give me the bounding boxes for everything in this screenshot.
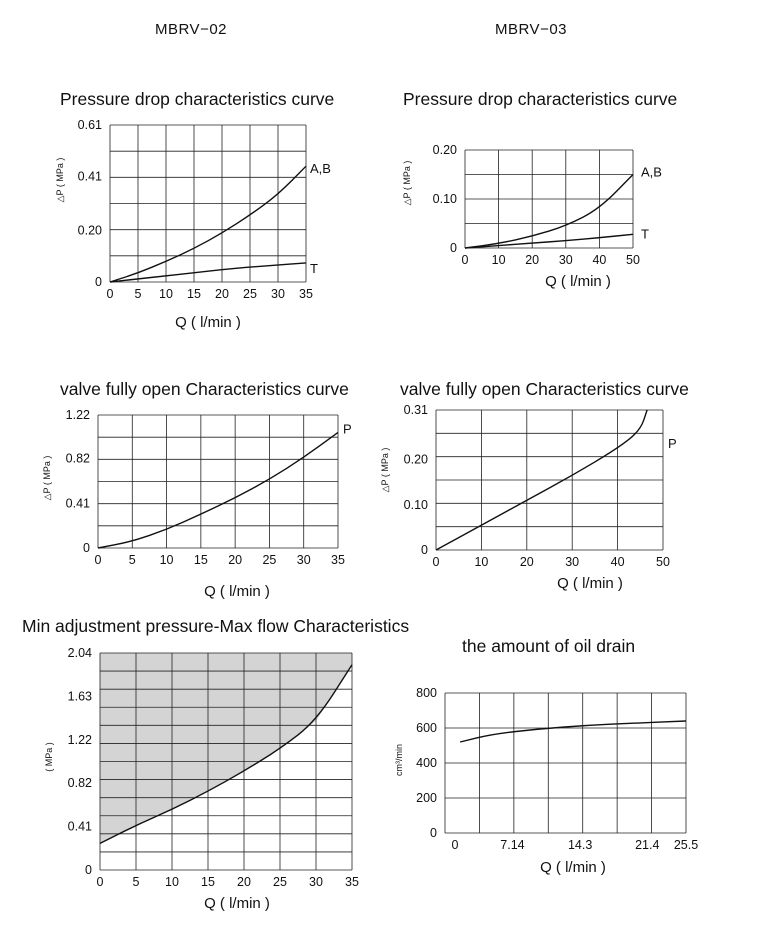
- series-line-p: [98, 432, 338, 548]
- y-tick-label: 0: [430, 826, 437, 840]
- series-label: A,B: [641, 164, 662, 180]
- y-tick-label: 0.41: [65, 496, 90, 511]
- chart-2-title: Pressure drop characteristics curve: [403, 89, 678, 109]
- chart-3-title: valve fully open Characteristics curve: [60, 379, 349, 399]
- y-tick-label: 0.82: [65, 451, 90, 466]
- x-tick-label: 0: [96, 875, 104, 889]
- series-label: A,B: [310, 161, 331, 177]
- x-axis-label: Q ( l/min ): [557, 575, 623, 592]
- y-tick-label: 0.82: [67, 775, 92, 790]
- chart-3: [42, 408, 352, 600]
- y-tick-label: 2.04: [67, 646, 92, 660]
- series-line-curve: [460, 721, 686, 742]
- x-tick-label: 15: [193, 553, 208, 567]
- y-axis-label: △P ( MPa ): [380, 447, 390, 493]
- series-label: T: [310, 260, 318, 276]
- y-tick-label: 0.10: [403, 497, 428, 512]
- x-tick-label: 0: [451, 838, 459, 852]
- y-axis-label: ( MPa ): [44, 742, 54, 772]
- y-axis-label: △P ( MPa ): [42, 455, 52, 501]
- series-label: T: [641, 226, 649, 242]
- chart-6: [394, 686, 698, 876]
- chart-5-title: Min adjustment pressure-Max flow Characteristics: [22, 616, 410, 636]
- chart-1-title: Pressure drop characteristics curve: [60, 89, 335, 109]
- x-tick-label: 20: [237, 875, 251, 889]
- x-axis-label: Q ( l/min ): [175, 314, 241, 331]
- y-axis-label: cm³/min: [394, 744, 404, 776]
- x-tick-label: 5: [128, 553, 136, 567]
- x-tick-label: 35: [331, 553, 345, 567]
- x-tick-label: 20: [525, 253, 540, 267]
- y-tick-label: 0: [421, 543, 428, 557]
- x-tick-label: 10: [159, 553, 174, 567]
- x-tick-label: 30: [309, 875, 323, 889]
- x-axis-label: Q ( l/min ): [540, 859, 606, 876]
- chart-4: [380, 403, 677, 592]
- y-tick-label: 0: [95, 275, 102, 289]
- x-tick-label: 15: [201, 875, 215, 889]
- y-tick-label: 0.20: [432, 143, 457, 157]
- y-tick-label: 1.22: [65, 408, 90, 422]
- series-line-t: [465, 234, 633, 248]
- x-tick-label: 40: [610, 555, 625, 569]
- model-label-mbrv-03: MBRV−03: [495, 21, 568, 38]
- x-tick-label: 15: [187, 287, 201, 301]
- x-tick-label: 25: [273, 875, 287, 889]
- y-tick-label: 800: [416, 686, 437, 700]
- shaded-region: [100, 653, 352, 843]
- x-tick-label: 21.4: [635, 838, 660, 852]
- model-label-mbrv-02: MBRV−02: [155, 21, 228, 38]
- x-tick-label: 10: [159, 287, 173, 301]
- x-tick-label: 35: [345, 875, 359, 889]
- y-tick-label: 0: [450, 241, 457, 255]
- x-tick-label: 10: [474, 555, 489, 569]
- x-tick-label: 40: [592, 253, 607, 267]
- series-label: P: [343, 421, 352, 437]
- x-tick-label: 0: [106, 287, 114, 301]
- chart-6-title: the amount of oil drain: [462, 636, 636, 656]
- y-tick-label: 0.41: [77, 169, 102, 184]
- x-tick-label: 35: [299, 287, 313, 301]
- x-tick-label: 20: [519, 555, 534, 569]
- x-tick-label: 14.3: [567, 838, 593, 852]
- chart-1: [55, 118, 331, 331]
- x-tick-label: 20: [215, 287, 229, 301]
- x-tick-label: 25: [243, 287, 257, 301]
- x-tick-label: 0: [432, 555, 440, 569]
- y-tick-label: 0.20: [403, 452, 428, 467]
- x-tick-label: 25: [262, 553, 277, 567]
- x-tick-label: 5: [134, 287, 142, 301]
- y-tick-label: 0: [85, 863, 92, 877]
- x-tick-label: 30: [565, 555, 580, 569]
- x-axis-label: Q ( l/min ): [545, 273, 611, 290]
- y-tick-label: 0.41: [67, 819, 92, 834]
- y-tick-label: 0.10: [432, 192, 457, 206]
- y-tick-label: 0: [83, 541, 90, 555]
- y-tick-label: 1.63: [67, 689, 92, 704]
- y-tick-label: 0.61: [77, 118, 102, 132]
- x-tick-label: 10: [491, 253, 506, 267]
- series-label: P: [668, 436, 677, 451]
- x-tick-label: 25.5: [673, 838, 699, 852]
- chart-5: [44, 646, 359, 912]
- x-tick-label: 7.14: [500, 838, 525, 852]
- y-tick-label: 200: [416, 791, 437, 805]
- y-axis-label: △P ( MPa ): [55, 157, 65, 203]
- x-tick-label: 20: [228, 553, 243, 567]
- x-tick-label: 5: [132, 875, 140, 889]
- x-tick-label: 30: [296, 553, 311, 567]
- chart-4-title: valve fully open Characteristics curve: [400, 379, 689, 399]
- x-tick-label: 0: [94, 553, 102, 567]
- y-axis-label: △P ( MPa ): [402, 160, 412, 206]
- y-tick-label: 1.22: [67, 733, 92, 748]
- x-tick-label: 50: [656, 555, 670, 569]
- x-tick-label: 30: [271, 287, 285, 301]
- y-tick-label: 0.31: [403, 403, 428, 417]
- x-tick-label: 0: [461, 253, 469, 267]
- x-tick-label: 10: [165, 875, 179, 889]
- x-axis-label: Q ( l/min ): [204, 895, 270, 912]
- y-tick-label: 600: [416, 721, 437, 735]
- chart-2: [402, 143, 662, 290]
- y-tick-label: 0.20: [77, 223, 102, 238]
- x-tick-label: 30: [558, 253, 573, 267]
- x-tick-label: 50: [626, 253, 640, 267]
- x-axis-label: Q ( l/min ): [204, 583, 270, 600]
- y-tick-label: 400: [416, 756, 437, 770]
